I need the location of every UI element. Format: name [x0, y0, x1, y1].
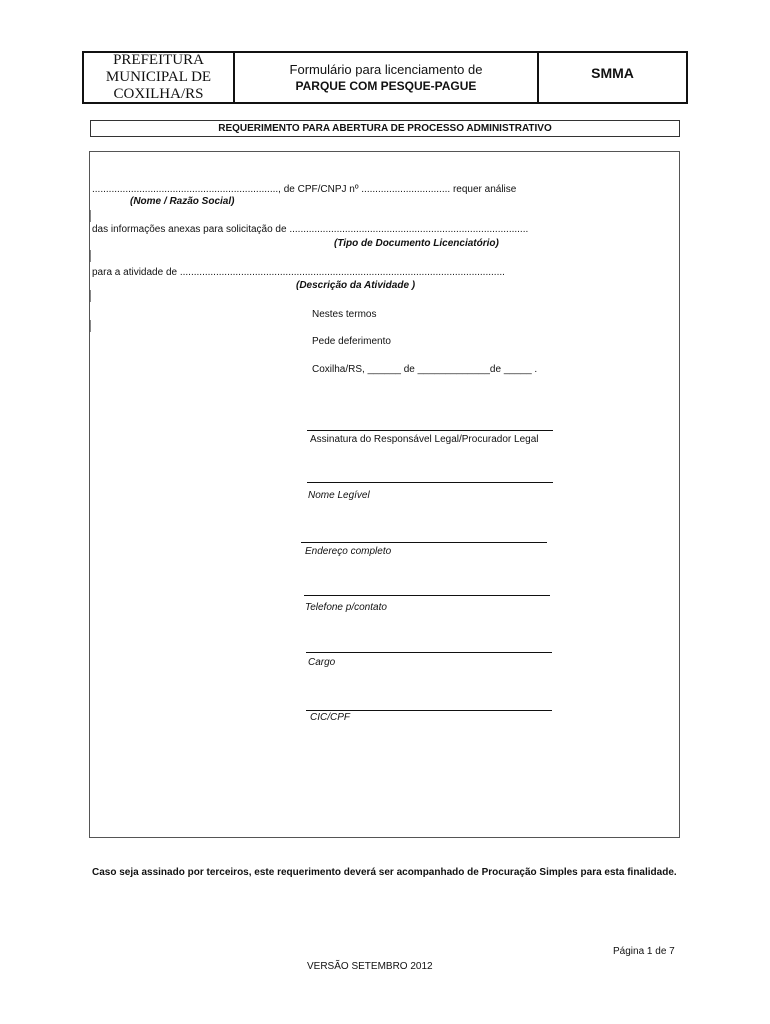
document-title: REQUERIMENTO PARA ABERTURA DE PROCESSO ADMINISTRATIVO [90, 120, 680, 137]
role-line[interactable] [306, 652, 552, 653]
org-cell [84, 53, 235, 102]
phone-label: Telefone p/contato [305, 602, 387, 613]
phone-line[interactable] [304, 595, 550, 596]
cpf-label: CIC/CPF [310, 712, 350, 723]
nestes-termos: Nestes termos [312, 309, 377, 320]
activity-line[interactable]: para a atividade de ..................................................................................................................... [92, 267, 505, 278]
proxy-note: Caso seja assinado por terceiros, este requerimento deverá ser acompanhado de Procuração Simples para esta finalidade. [92, 867, 677, 878]
document-type-line[interactable]: das informações anexas para solicitação de ...................................................................................... [92, 224, 529, 235]
address-line[interactable] [301, 542, 547, 543]
legible-name-line[interactable] [307, 482, 553, 483]
version-label: VERSÃO SETEMBRO 2012 [307, 961, 433, 972]
form-title-line-1: Formulário para licenciamento de [289, 61, 483, 77]
name-label: (Nome / Razão Social) [130, 196, 235, 207]
form-title-line-2: PARQUE COM PESQUE-PAGUE [295, 78, 477, 93]
date-line[interactable]: Coxilha/RS, ______ de _____________de _____ . [312, 364, 538, 375]
name-cpf-line[interactable]: ..................................................................., de CPF/CNPJ nº ................................ requer análise [92, 184, 517, 195]
pede-deferimento: Pede deferimento [312, 336, 391, 347]
signature-line[interactable] [307, 430, 553, 431]
org-line-1: PREFEITURA [113, 52, 204, 68]
dept-cell [539, 53, 686, 102]
header-table [82, 51, 688, 104]
address-label: Endereço completo [305, 546, 392, 557]
org-line-2: MUNICIPAL DE [105, 69, 212, 85]
document-type-label: (Tipo de Documento Licenciatório) [334, 238, 499, 249]
signature-label: Assinatura do Responsável Legal/Procurador Legal [310, 434, 539, 445]
cpf-line[interactable] [306, 710, 552, 711]
dept-label: SMMA [591, 65, 634, 81]
form-title-cell [235, 53, 539, 102]
org-line-3: COXILHA/RS [113, 86, 204, 102]
role-label: Cargo [308, 657, 336, 668]
activity-label: (Descrição da Atividade ) [296, 280, 416, 291]
page-number: Página 1 de 7 [613, 946, 675, 957]
form-box [89, 151, 680, 838]
legible-name-label: Nome Legível [308, 490, 370, 501]
